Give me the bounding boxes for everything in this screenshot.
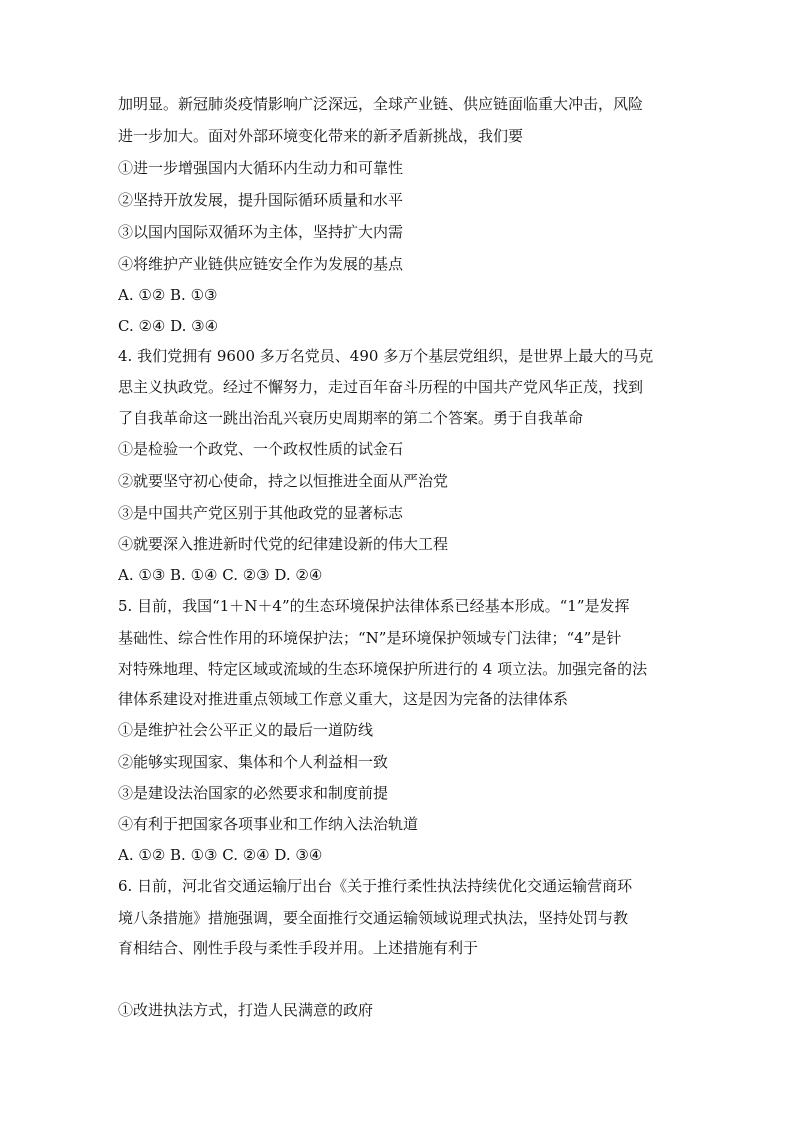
option-line: ①改进执法方式，打造人民满意的政府 [118, 1001, 374, 1019]
question-4-text: 思主义执政党。经过不懈努力，走过百年奋斗历程的中国共产党风华正茂，找到 [118, 378, 644, 396]
answer-choices: A. ①③ B. ①④ C. ②③ D. ②④ [118, 566, 323, 584]
question-5-text: 基础性、综合性作用的环境保护法；“N”是环境保护领域专门法律；“4”是针 [118, 629, 622, 647]
question-5-text: 律体系建设对推进重点领域工作意义重大，这是因为完备的法律体系 [118, 690, 569, 708]
option-line: ④将维护产业链供应链安全作为发展的基点 [118, 255, 404, 273]
question-5-text: 对特殊地理、特定区域或流域的生态环境保护所进行的 4 项立法。加强完备的法 [118, 660, 648, 678]
option-line: ①是检验一个政党、一个政权性质的试金石 [118, 440, 404, 458]
question-6-text: 境八条措施》措施强调，要全面推行交通运输领域说理式执法，坚持处罚与教 [118, 909, 629, 927]
option-line: ①是维护社会公平正义的最后一道防线 [118, 721, 374, 739]
answer-choices: A. ①② B. ①③ C. ②④ D. ③④ [118, 846, 323, 864]
option-line: ③是建设法治国家的必然要求和制度前提 [118, 784, 389, 802]
option-line: ②就要坚守初心使命，持之以恒推进全面从严治党 [118, 472, 449, 490]
question-4-text: 了自我革命这一跳出治乱兴衰历史周期率的第二个答案。勇于自我革命 [118, 409, 584, 427]
option-line: ③以国内国际双循环为主体，坚持扩大内需 [118, 223, 404, 241]
question-6-text: 育相结合、刚性手段与柔性手段并用。上述措施有利于 [118, 939, 479, 957]
answer-choices: A. ①② B. ①③ [118, 286, 218, 304]
question-6-text: 6. 日前，河北省交通运输厅出台《关于推行柔性执法持续优化交通运输营商环 [118, 877, 633, 895]
option-line: ③是中国共产党区别于其他政党的显著标志 [118, 504, 404, 522]
option-line: ①进一步增强国内大循环内生动力和可靠性 [118, 159, 404, 177]
text-line: 进一步加大。面对外部环境变化带来的新矛盾新挑战，我们要 [118, 127, 524, 145]
option-line: ②能够实现国家、集体和个人利益相一致 [118, 753, 389, 771]
question-5-text: 5. 目前，我国“1＋N＋4”的生态环境保护法律体系已经基本形成。“1”是发挥 [118, 597, 630, 615]
answer-choices: C. ②④ D. ③④ [118, 317, 219, 335]
text-line: 加明显。新冠肺炎疫情影响广泛深远，全球产业链、供应链面临重大冲击，风险 [118, 95, 644, 113]
option-line: ④有利于把国家各项事业和工作纳入法治轨道 [118, 815, 419, 833]
question-4-text: 4. 我们党拥有 9600 多万名党员、490 多万个基层党组织，是世界上最大的马克 [118, 347, 654, 365]
option-line: ②坚持开放发展，提升国际循环质量和水平 [118, 191, 404, 209]
option-line: ④就要深入推进新时代党的纪律建设新的伟大工程 [118, 535, 449, 553]
